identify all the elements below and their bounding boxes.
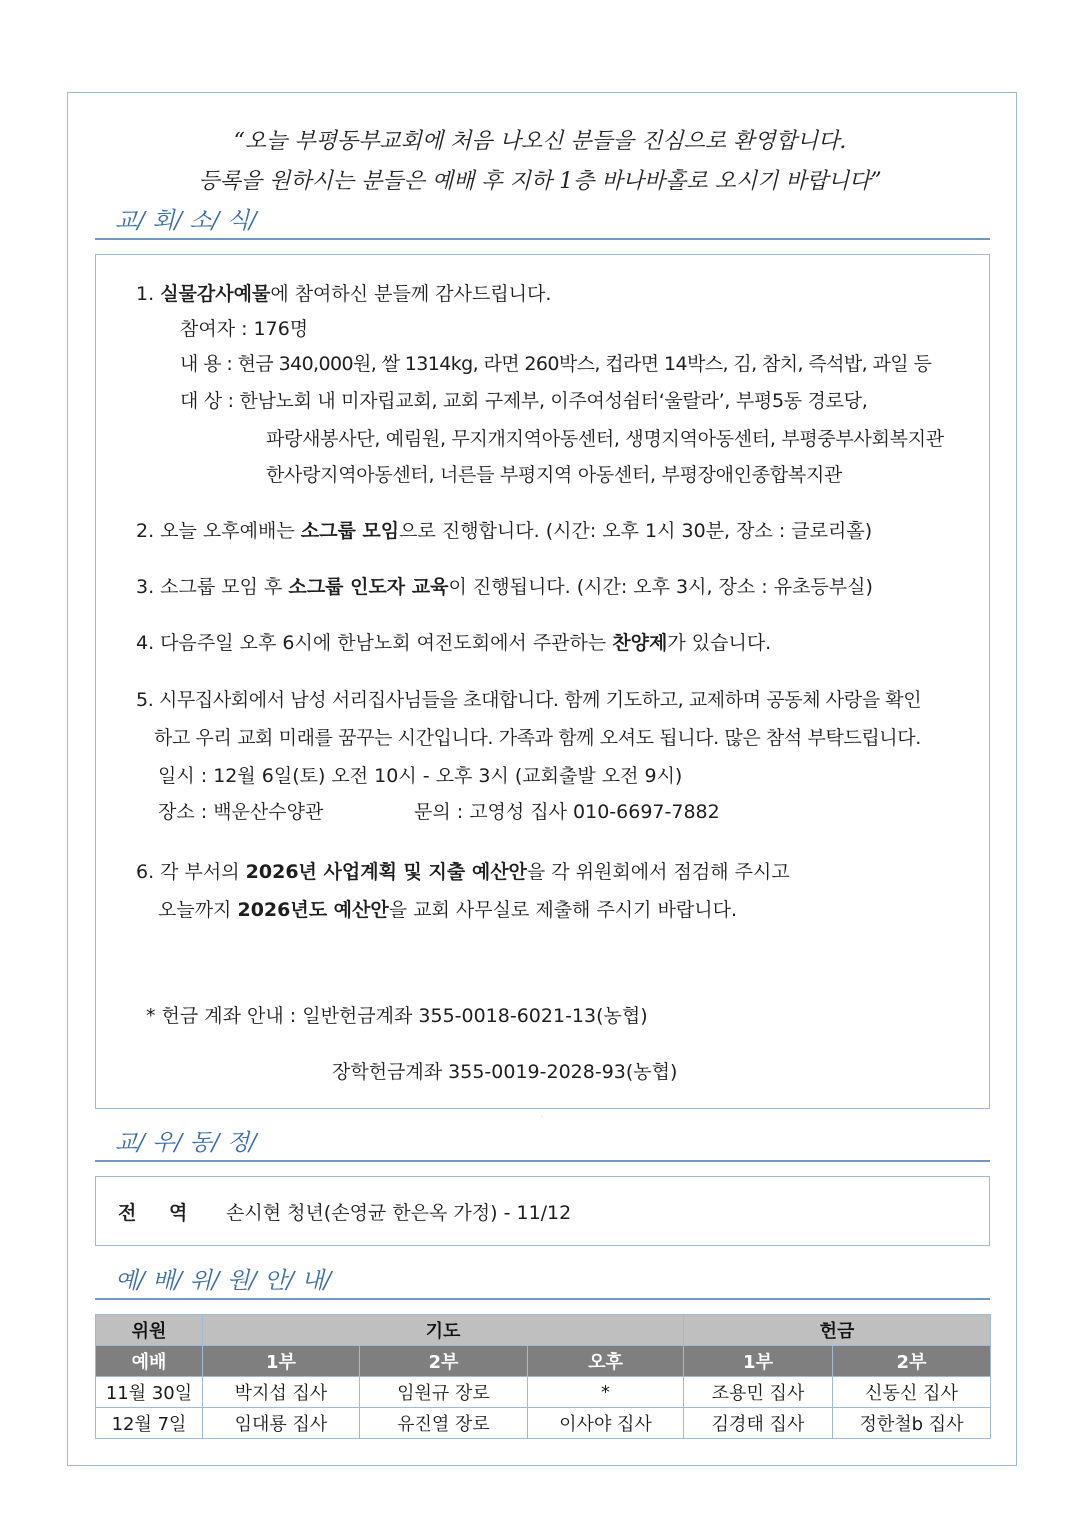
target-value-2: 파랑새봉사단, 예림원, 무지개지역아동센터, 생명지역아동센터, 부평중부사회복지관 (266, 428, 944, 450)
target-value-1: 한남노회 내 미자립교회, 교회 구제부, 이주여성쉼터‘울랄라’, 부평5동 경로당, (239, 390, 868, 412)
header-offering-1: 1부 (684, 1346, 833, 1377)
news-item-6-line-1 (136, 860, 790, 884)
news-item-1-bold: 실물감사예물 (160, 283, 271, 305)
news-item-1-number: 1. (136, 283, 155, 305)
target-value-3: 한사랑지역아동센터, 너른들 부평지역 아동센터, 부평장애인종합복지관 (266, 464, 843, 486)
content-value: 현금 340,000원, 쌀 1314kg, 라면 260박스, 컵라면 14박스, 김, 참치, 즉석밥, 과일 등 (237, 353, 932, 375)
offering-account-general: * 헌금 계좌 안내 : 일반헌금계좌 355-0018-6021-13(농협) (146, 1005, 648, 1027)
news-item-6-post-1: 을 각 위원회에서 점검해 주시고 (526, 861, 790, 883)
table-row (96, 1408, 991, 1439)
welcome-line-1: “오늘 부평동부교회에 처음 나오신 분들을 진심으로 환영합니다. (233, 129, 847, 154)
header-offering-2: 2부 (833, 1346, 991, 1377)
table-cell: 정한철b 집사 (833, 1408, 991, 1439)
news-item-5-contact: 문의 : 고영성 집사 010-6697-7882 (414, 801, 720, 823)
stray-dot: . (541, 1112, 543, 1119)
welcome-line-2: 등록을 원하시는 분들은 예배 후 지하 1층 바나바홀로 오시기 바랍니다” (198, 169, 882, 194)
news-item-2-bold: 소그룹 모임 (300, 520, 400, 542)
news-item-2 (136, 519, 872, 543)
news-item-5-place: 장소 : 백운산수양관 (158, 801, 324, 823)
target-label: 대 상 : (180, 390, 240, 412)
content-row (180, 352, 931, 376)
section-title-duty: 예/ 배/ 위/ 원/ 안/ 내/ (95, 1266, 990, 1300)
news-item-5-line-2: 하고 우리 교회 미래를 꿈꾸는 시간입니다. 가족과 함께 오셔도 됩니다. 많은 참석 부탁드립니다. (154, 727, 921, 749)
table-cell: 임대룡 집사 (203, 1408, 360, 1439)
news-item-4-bold: 찬양제 (612, 632, 668, 654)
offering-account-scholarship: 장학헌금계좌 355-0019-2028-93(농협) (332, 1061, 678, 1083)
header-prayer-afternoon: 오후 (528, 1346, 684, 1377)
section-title-members: 교/ 우/ 동/ 정/ (95, 1128, 990, 1162)
participants-label: 참여자 : (180, 318, 254, 340)
table-cell: 유진열 장로 (360, 1408, 528, 1439)
section-title-news: 교/ 회/ 소/ 식/ (95, 206, 990, 240)
news-item-6-bold-2: 2026년도 예산안 (237, 899, 389, 921)
header-prayer: 기도 (203, 1315, 684, 1346)
news-item-4-pre: 4. 다음주일 오후 6시에 한남노회 여전도회에서 주관하는 (136, 632, 613, 654)
participants-row (180, 317, 308, 341)
news-item-3 (136, 575, 873, 599)
news-item-3-pre: 3. 소그룹 모임 후 (136, 576, 289, 598)
content-label: 내 용 : (180, 353, 238, 375)
news-item-4-post: 가 있습니다. (667, 632, 772, 654)
members-text: 손시현 청년(손영균 한은옥 가정) - 11/12 (226, 1202, 572, 1224)
table-cell: 12월 7일 (96, 1408, 203, 1439)
target-row (180, 389, 867, 413)
members-label: 전 역 (118, 1202, 188, 1224)
participants-value: 176명 (253, 318, 309, 340)
news-item-3-post: 이 진행됩니다. (시간: 오후 3시, 장소 : 유초등부실) (448, 576, 873, 598)
duty-table (95, 1314, 991, 1439)
table-cell: 임원규 장로 (360, 1377, 528, 1408)
duty-header-row-1 (96, 1315, 991, 1346)
table-cell: 11월 30일 (96, 1377, 203, 1408)
header-prayer-2: 2부 (360, 1346, 528, 1377)
news-item-6-pre-1: 6. 각 부서의 (136, 861, 246, 883)
news-item-6-line-2 (158, 898, 737, 922)
news-item-5-date: 일시 : 12월 6일(토) 오전 10시 - 오후 3시 (교회출발 오전 9시) (158, 765, 683, 787)
news-item-5-line-1: 5. 시무집사회에서 남성 서리집사님들을 초대합니다. 함께 기도하고, 교제하며 공동체 사랑을 확인 (136, 689, 922, 711)
news-item-2-post: 으로 진행합니다. (시간: 오후 1시 30분, 장소 : 글로리홀) (399, 520, 873, 542)
news-item-4 (136, 631, 771, 655)
news-item-1 (136, 282, 551, 306)
table-cell: 이사야 집사 (528, 1408, 684, 1439)
table-cell: 조용민 집사 (684, 1377, 833, 1408)
header-prayer-1: 1부 (203, 1346, 360, 1377)
members-box (95, 1176, 990, 1246)
news-item-6-bold-1: 2026년 사업계획 및 지출 예산안 (245, 861, 527, 883)
table-cell: 신동신 집사 (833, 1377, 991, 1408)
table-row (96, 1377, 991, 1408)
news-item-3-bold: 소그룹 인도자 교육 (288, 576, 449, 598)
table-cell: 김경태 집사 (684, 1408, 833, 1439)
duty-header-row-2 (96, 1346, 991, 1377)
header-worship: 예배 (96, 1346, 203, 1377)
table-cell: 박지섭 집사 (203, 1377, 360, 1408)
news-item-6-pre-2: 오늘까지 (158, 899, 238, 921)
news-item-1-text: 에 참여하신 분들께 감사드립니다. (270, 283, 552, 305)
table-cell: * (528, 1377, 684, 1408)
header-offering: 헌금 (684, 1315, 991, 1346)
header-committee: 위원 (96, 1315, 203, 1346)
news-item-2-pre: 2. 오늘 오후예배는 (136, 520, 301, 542)
news-item-6-post-2: 을 교회 사무실로 제출해 주시기 바랍니다. (388, 899, 738, 921)
news-box (95, 254, 990, 1109)
